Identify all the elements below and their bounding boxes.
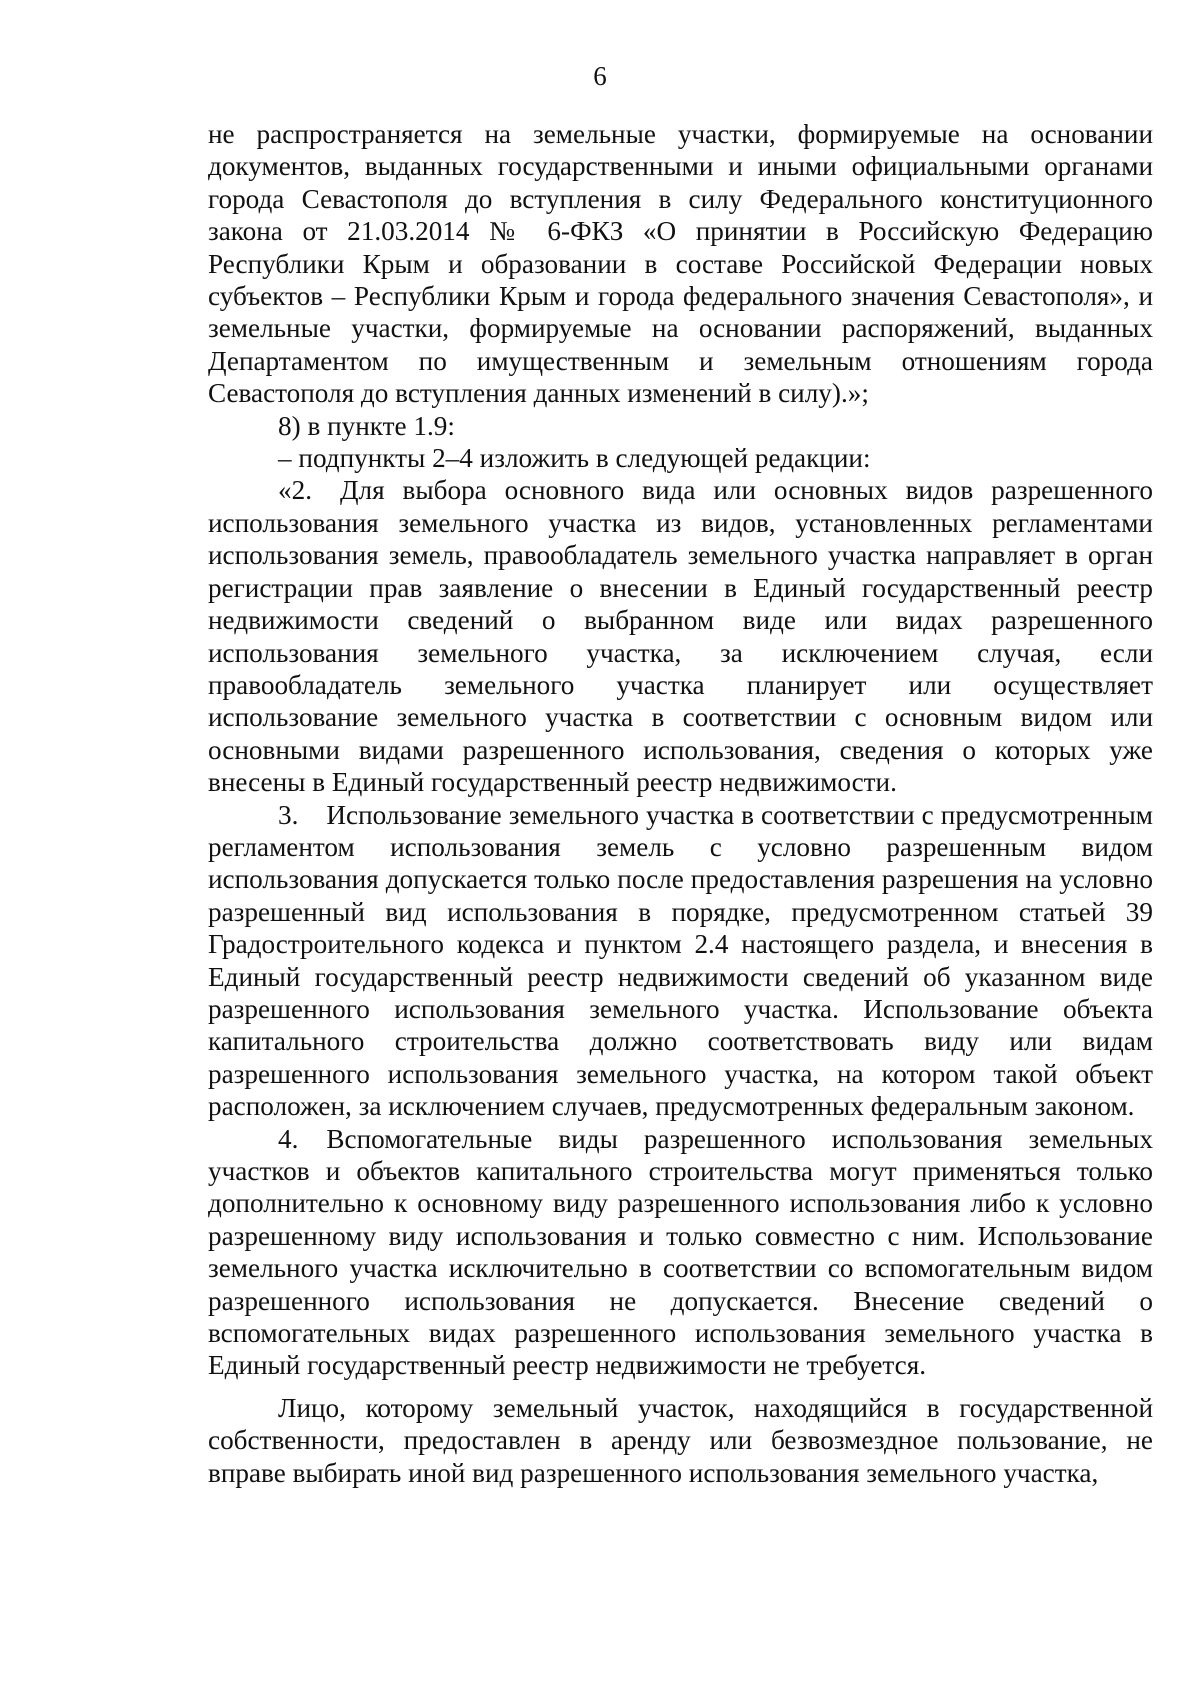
paragraph-subitem-4 [208, 1123, 1153, 1382]
paragraph-continuation: не распространяется на земельные участки, формируемые на основании документов, выданных государственными и иными официальными органами города Севастополя до вступления в силу Федерального конституционного закона от 21.03.2014 № 6-ФКЗ «О принятии в Российскую Федерацию Республики Крым и образовании в составе Российской Федерации новых субъектов – Республики Крым и города федерального значения Севастополя», и земельные участки, формируемые на основании распоряжений, выданных Департаментом по имущественным и земельным отношениям города Севастополя до вступления данных изменений в силу).»; [208, 119, 1153, 409]
subitem-3-number: 3. [278, 799, 299, 830]
page-number: 6 [593, 61, 607, 91]
paragraph-item-8: 8) в пункте 1.9: [278, 410, 455, 441]
subitem-4-number: 4. [278, 1123, 299, 1154]
document-body [208, 118, 1153, 1489]
subitem-3-text: Использование земельного участка в соответствии с предусмотренным регламентом использования земель с условно разрешенным видом использования допускается только после предоставления разрешения на условно разрешенный вид использования в порядке, предусмотренном статьей 39 Градостроительного кодекса и пунктом 2.4 настоящего раздела, и внесения в Единый государственный реестр недвижимости сведений об указанном виде разрешенного использования земельного участка. Использование объекта капитального строительства должно соответствовать виду или видам разрешенного использования земельного участка, на котором такой объект расположен, за исключением случаев, предусмотренных федеральным законом. [208, 799, 1153, 1122]
paragraph-subitems-intro: – подпункты 2–4 изложить в следующей редакции: [278, 443, 871, 474]
subitem-2-number: «2. [278, 475, 312, 506]
subitem-2-text: Для выбора основного вида или основных видов разрешенного использования земельного участка из видов, установленных регламентами использования земель, правообладатель земельного участка направляет в орган регистрации прав заявление о внесении в Единый государственный реестр недвижимости сведений о выбранном виде или видах разрешенного использования земельного участка, за исключением случая, если правообладатель земельного участка планирует или осуществляет использование земельного участка в соответствии с основным видом или основными видами разрешенного использования, сведения о которых уже внесены в Единый государственный реестр недвижимости. [208, 475, 1153, 798]
paragraph-subitem-2 [208, 474, 1153, 798]
paragraph-subitem-3 [208, 799, 1153, 1123]
subitem-4-text: Вспомогательные виды разрешенного использования земельных участков и объектов капитального строительства могут применяться только дополнительно к основному виду разрешенного использования либо к условно разрешенному виду использования и только совместно с ним. Использование земельного участка исключительно в соответствии со вспомогательным видом разрешенного использования не допускается. Внесение сведений о вспомогательных видах разрешенного использования земельного участка в Единый государственный реестр недвижимости не требуется. [208, 1123, 1153, 1381]
paragraph-lessee: Лицо, которому земельный участок, находящийся в государственной собственности, предоставлен в аренду или безвозмездное пользование, не вправе выбирать иной вид разрешенного использования земельного участка, [208, 1392, 1153, 1488]
